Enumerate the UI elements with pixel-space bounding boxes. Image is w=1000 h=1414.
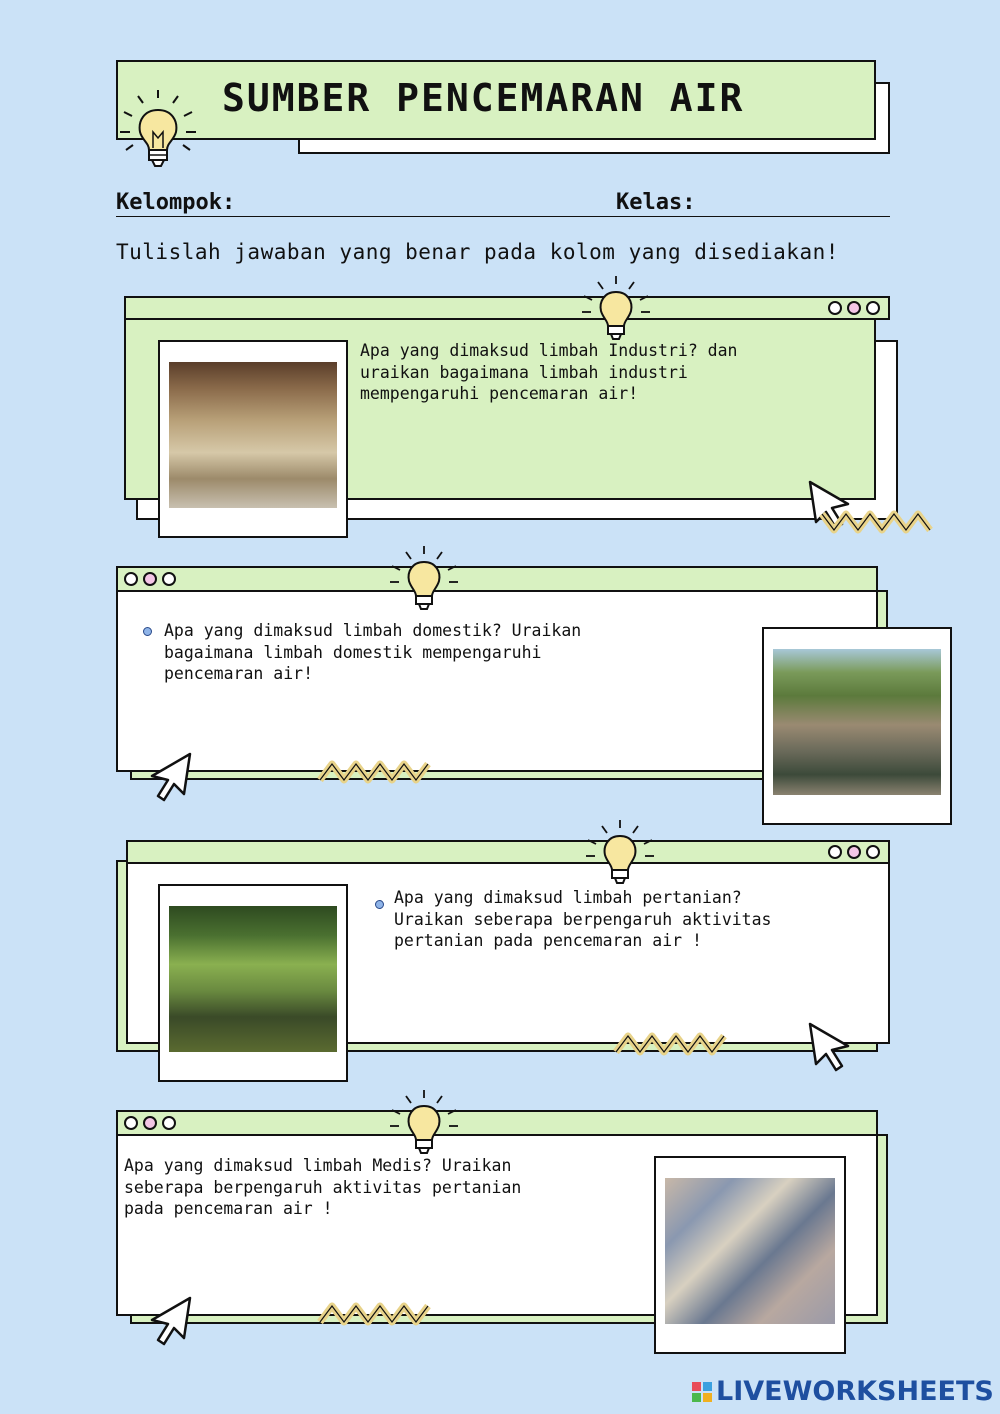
lightbulb-icon [584,820,656,886]
card-2-titlebar [116,566,878,592]
zigzag-decoration [820,508,932,534]
window-dots [124,572,176,586]
window-dots [828,301,880,315]
card-3-titlebar [126,840,890,864]
medical-syringes-photo [665,1178,835,1324]
brand-logo [692,1376,994,1407]
card-1-titlebar [124,296,890,320]
question-1-text: Apa yang dimaksud limbah Industri? dan uraikan bagaimana limbah industri mempengaruhi pencemaran air! [360,341,738,403]
lightbulb-icon [388,546,460,612]
brand-mark-icon [692,1382,712,1402]
lightbulb-icon [580,276,652,342]
group-label: Kelompok: [116,190,236,215]
cursor-arrow-icon [150,752,200,802]
cursor-arrow-icon [808,1022,858,1072]
question-4-text: Apa yang dimaksud limbah Medis? Uraikan seberapa berpengaruh aktivitas pertanian pada pencemaran air ! [124,1156,522,1218]
zigzag-decoration [614,1030,726,1056]
page-title: SUMBER PENCEMARAN AIR [222,76,745,120]
lightbulb-icon [118,88,198,172]
pond-reeds-photo [169,906,337,1052]
zigzag-decoration [318,758,430,784]
question-2-text: Apa yang dimaksud limbah domestik? Uraikan bagaimana limbah domestik mempengaruhi pencemaran air! [164,621,582,683]
brand-name: LIVEWORKSHEETS [716,1376,994,1407]
polluted-canal-photo [773,649,941,795]
question-4-photo [654,1156,846,1354]
bullet-point [143,627,152,636]
industrial-waste-pipe-photo [169,362,337,508]
question-3-photo [158,884,348,1082]
cursor-arrow-icon [150,1296,200,1346]
question-1-photo [158,340,348,538]
instruction-text: Tulislah jawaban yang benar pada kolom yang disediakan! [116,240,839,264]
lightbulb-icon [388,1090,460,1156]
form-line [116,216,890,217]
bullet-point [375,900,384,909]
question-2-photo [762,627,952,825]
window-dots [828,845,880,859]
card-4-titlebar [116,1110,878,1136]
question-3-text: Apa yang dimaksud limbah pertanian? Uraikan seberapa berpengaruh aktivitas pertanian pada pencemaran air ! [394,888,772,950]
window-dots [124,1116,176,1130]
class-label: Kelas: [616,190,696,215]
zigzag-decoration [318,1300,430,1326]
